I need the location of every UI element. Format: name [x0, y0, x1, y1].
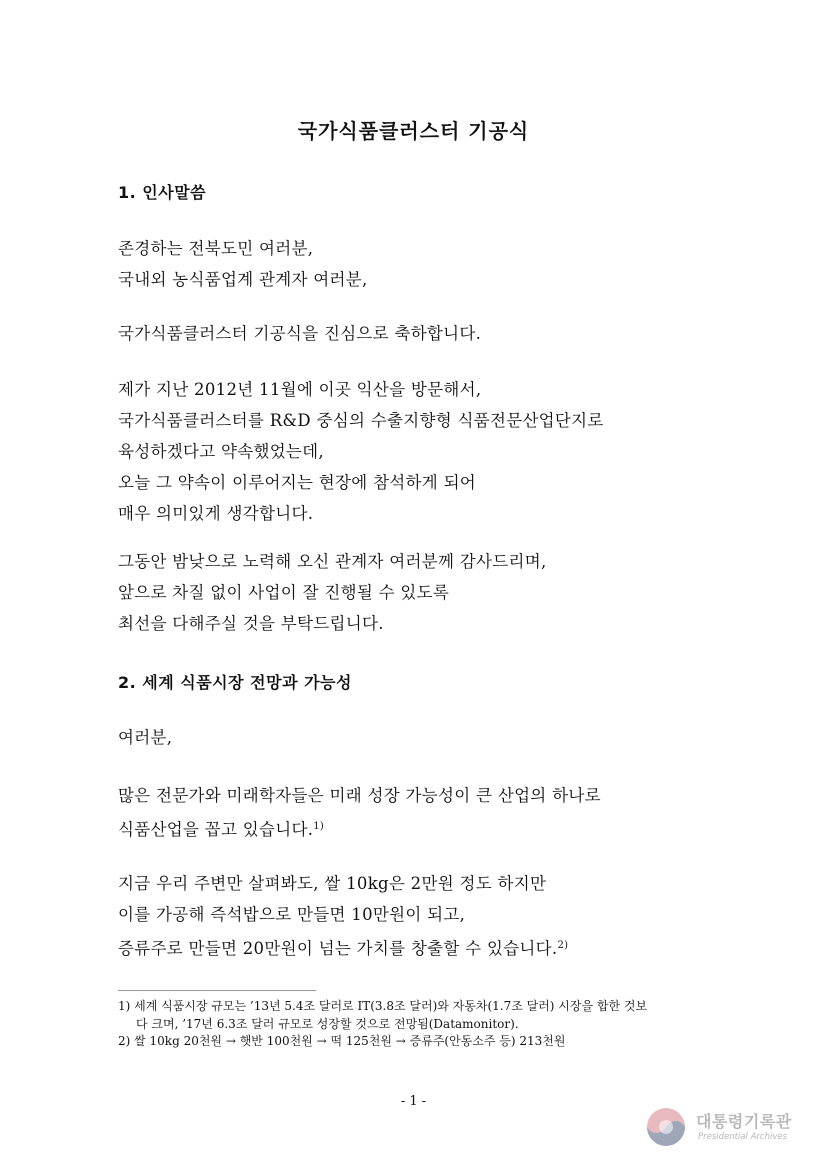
text-line: 그동안 밤낮으로 노력해 오신 관계자 여러분께 감사드리며, [118, 552, 547, 571]
archive-emblem-icon [644, 1105, 688, 1149]
text-line: 앞으로 차질 없이 사업이 잘 진행될 수 있도록 [118, 583, 450, 602]
text-line: 여러분, [118, 728, 173, 747]
paragraph-rice-example [118, 868, 568, 964]
archive-logo-subtitle: Presidential Archives [698, 1132, 788, 1142]
text-line: 매우 의미있게 생각합니다. [118, 504, 314, 523]
text-line: 많은 전문가와 미래학자들은 미래 성장 가능성이 큰 산업의 하나로 [118, 786, 601, 805]
text-line: 육성하겠다고 약속했었는데, [118, 442, 324, 461]
text-segment: 증류주로 만들면 20만원이 넘는 가치를 창출할 수 있습니다. [118, 939, 558, 958]
text-line: 국가식품클러스터 기공식을 진심으로 축하합니다. [118, 324, 482, 343]
page-number: - 1 - [400, 1094, 427, 1109]
text-line: 존경하는 전북도민 여러분, [118, 239, 314, 258]
text-segment: 식품산업을 꼽고 있습니다. [118, 820, 314, 839]
text-line: 지금 우리 주변만 살펴봐도, 쌀 10kg은 2만원 정도 하지만 [118, 874, 547, 893]
archive-logo-name: 대통령기록관 [696, 1112, 792, 1131]
paragraph-growth-industry [118, 780, 601, 845]
footnotes [118, 998, 647, 1051]
paragraph-promise [118, 374, 604, 529]
footnote-ref-1: 1) [313, 821, 325, 832]
text-line: 국내외 농식품업계 관계자 여러분, [118, 270, 368, 289]
footnote-1-line: 다 크며, ’17년 6.3조 달러 규모로 성장할 것으로 전망됨(Datamonitor). [136, 1016, 519, 1031]
footnote-2: 2) 쌀 10kg 20천원 → 햇반 100천원 → 떡 125천원 → 증류주(안동소주 등) 213천원 [118, 1034, 566, 1048]
paragraph-congratulation [118, 318, 481, 349]
text-line: 국가식품클러스터를 R&D 중심의 수출지향형 식품전문산업단지로 [118, 411, 604, 430]
section-heading-food-market: 2. 세계 식품시장 전망과 가능성 [118, 673, 352, 692]
footnote-divider [118, 990, 316, 991]
text-line: 오늘 그 약속이 이루어지는 현장에 참석하게 되어 [118, 473, 477, 492]
footnote-1-line: 1) 세계 식품시장 규모는 ’13년 5.4조 달러로 IT(3.8조 달러)와 자동차(1.7조 달러) 시장을 합한 것보 [118, 999, 648, 1013]
text-line: 최선을 다해주실 것을 부탁드립니다. [118, 614, 384, 633]
text-line [118, 930, 568, 964]
text-line [118, 811, 601, 845]
archive-logo [642, 1105, 802, 1149]
text-line: 제가 지난 2012년 11월에 이곳 익산을 방문해서, [118, 380, 482, 399]
paragraph-thanks [118, 546, 547, 639]
document-title: 국가식품클러스터 기공식 [297, 119, 530, 143]
footnote-ref-2: 2) [557, 940, 569, 951]
section-heading-greeting: 1. 인사말씀 [118, 183, 207, 202]
paragraph-audience [118, 722, 172, 753]
text-line: 이를 가공해 즉석밥으로 만들면 10만원이 되고, [118, 905, 466, 924]
paragraph-greeting-address [118, 233, 368, 295]
